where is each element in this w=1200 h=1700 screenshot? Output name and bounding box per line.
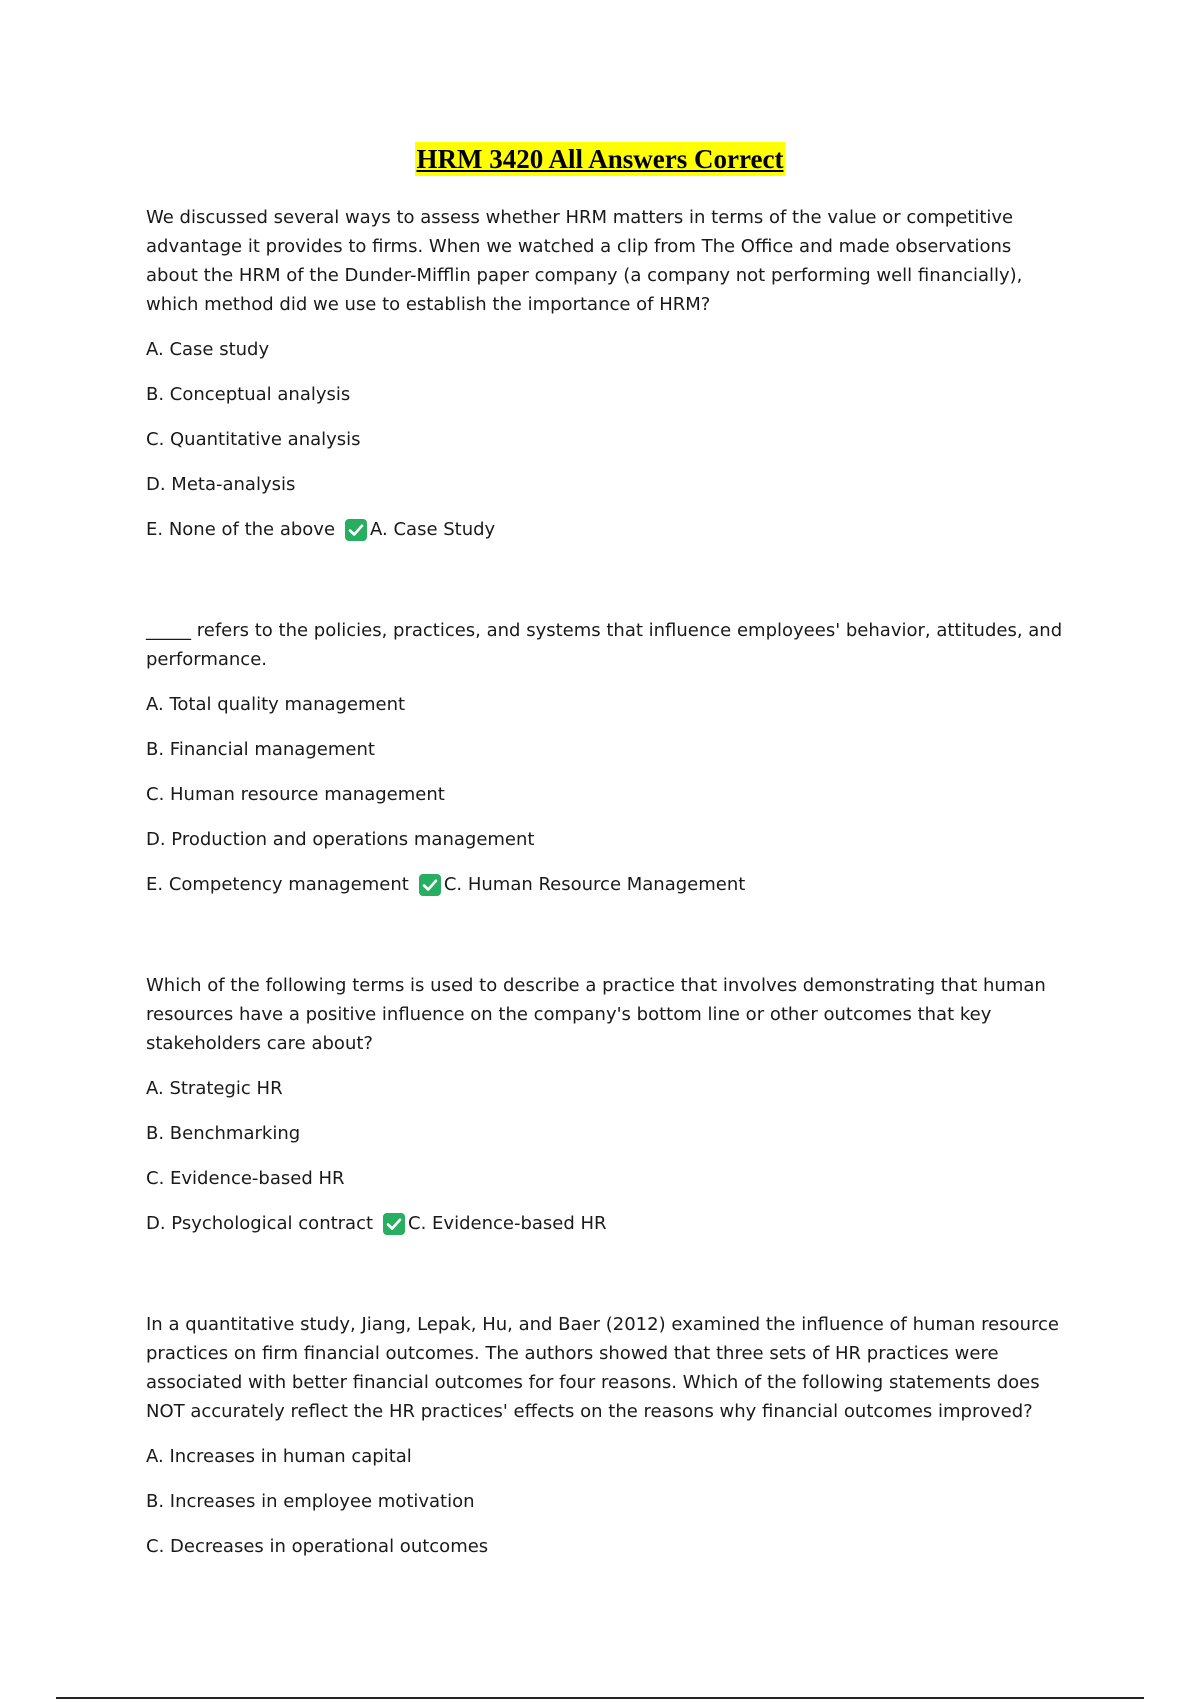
answer-option: D. Production and operations management: [146, 829, 535, 850]
question-block-2: [146, 616, 1066, 899]
answer-option: C. Human resource management: [146, 784, 445, 805]
document-body: [146, 203, 1066, 1577]
question-block-1: [146, 203, 1066, 544]
answer-option: C. Evidence-based HR: [146, 1168, 345, 1189]
page-footer-divider: [56, 1697, 1144, 1699]
fill-in-blank: _____: [146, 620, 191, 641]
answer-option: B. Benchmarking: [146, 1123, 301, 1144]
answer-option: D. Psychological contract C. Evidence-based HR: [146, 1209, 1066, 1238]
check-mark-icon: [345, 519, 367, 541]
answer-option: D. Meta-analysis: [146, 474, 296, 495]
question-block-4: [146, 1310, 1066, 1561]
answer-option: A. Total quality management: [146, 694, 406, 715]
answer-option: C. Decreases in operational outcomes: [146, 1536, 489, 1557]
correct-answer: C. Human Resource Management: [443, 874, 746, 895]
answer-option: B. Increases in employee motivation: [146, 1491, 475, 1512]
question-text: _____ refers to the policies, practices, and systems that influence employees' behavior, attitudes, and performance.: [146, 620, 1063, 670]
answer-option: A. Case study: [146, 339, 270, 360]
correct-answer: C. Evidence-based HR: [408, 1213, 607, 1234]
question-text: Which of the following terms is used to describe a practice that involves demonstrating that human resources have a positive influence on the company's bottom line or other outcomes that key stakeholders care about?: [146, 975, 1046, 1054]
question-block-3: [146, 971, 1066, 1238]
answer-option: E. None of the above A. Case Study: [146, 515, 1066, 544]
answer-option: B. Financial management: [146, 739, 375, 760]
question-text: We discussed several ways to assess whether HRM matters in terms of the value or competitive advantage it provides to firms. When we watched a clip from The Office and made observations about the HRM of the Dunder-Mifflin paper company (a company not performing well financially), which method did we use to establish the importance of HRM?: [146, 207, 1023, 315]
document-title: HRM 3420 All Answers Correct: [416, 144, 784, 174]
check-mark-icon: [383, 1213, 405, 1235]
answer-option: A. Increases in human capital: [146, 1446, 412, 1467]
answer-option: A. Strategic HR: [146, 1078, 283, 1099]
check-mark-icon: [419, 874, 441, 896]
question-text: In a quantitative study, Jiang, Lepak, Hu, and Baer (2012) examined the influence of human resource practices on firm financial outcomes. The authors showed that three sets of HR practices were associated with better financial outcomes for four reasons. Which of the following statements does NOT accurately reflect the HR practices' effects on the reasons why financial outcomes improved?: [146, 1314, 1059, 1422]
answer-option: C. Quantitative analysis: [146, 429, 361, 450]
answer-option: B. Conceptual analysis: [146, 384, 351, 405]
title-container: [0, 142, 1200, 176]
answer-option: E. Competency management C. Human Resource Management: [146, 870, 1066, 899]
correct-answer: A. Case Study: [370, 519, 496, 540]
